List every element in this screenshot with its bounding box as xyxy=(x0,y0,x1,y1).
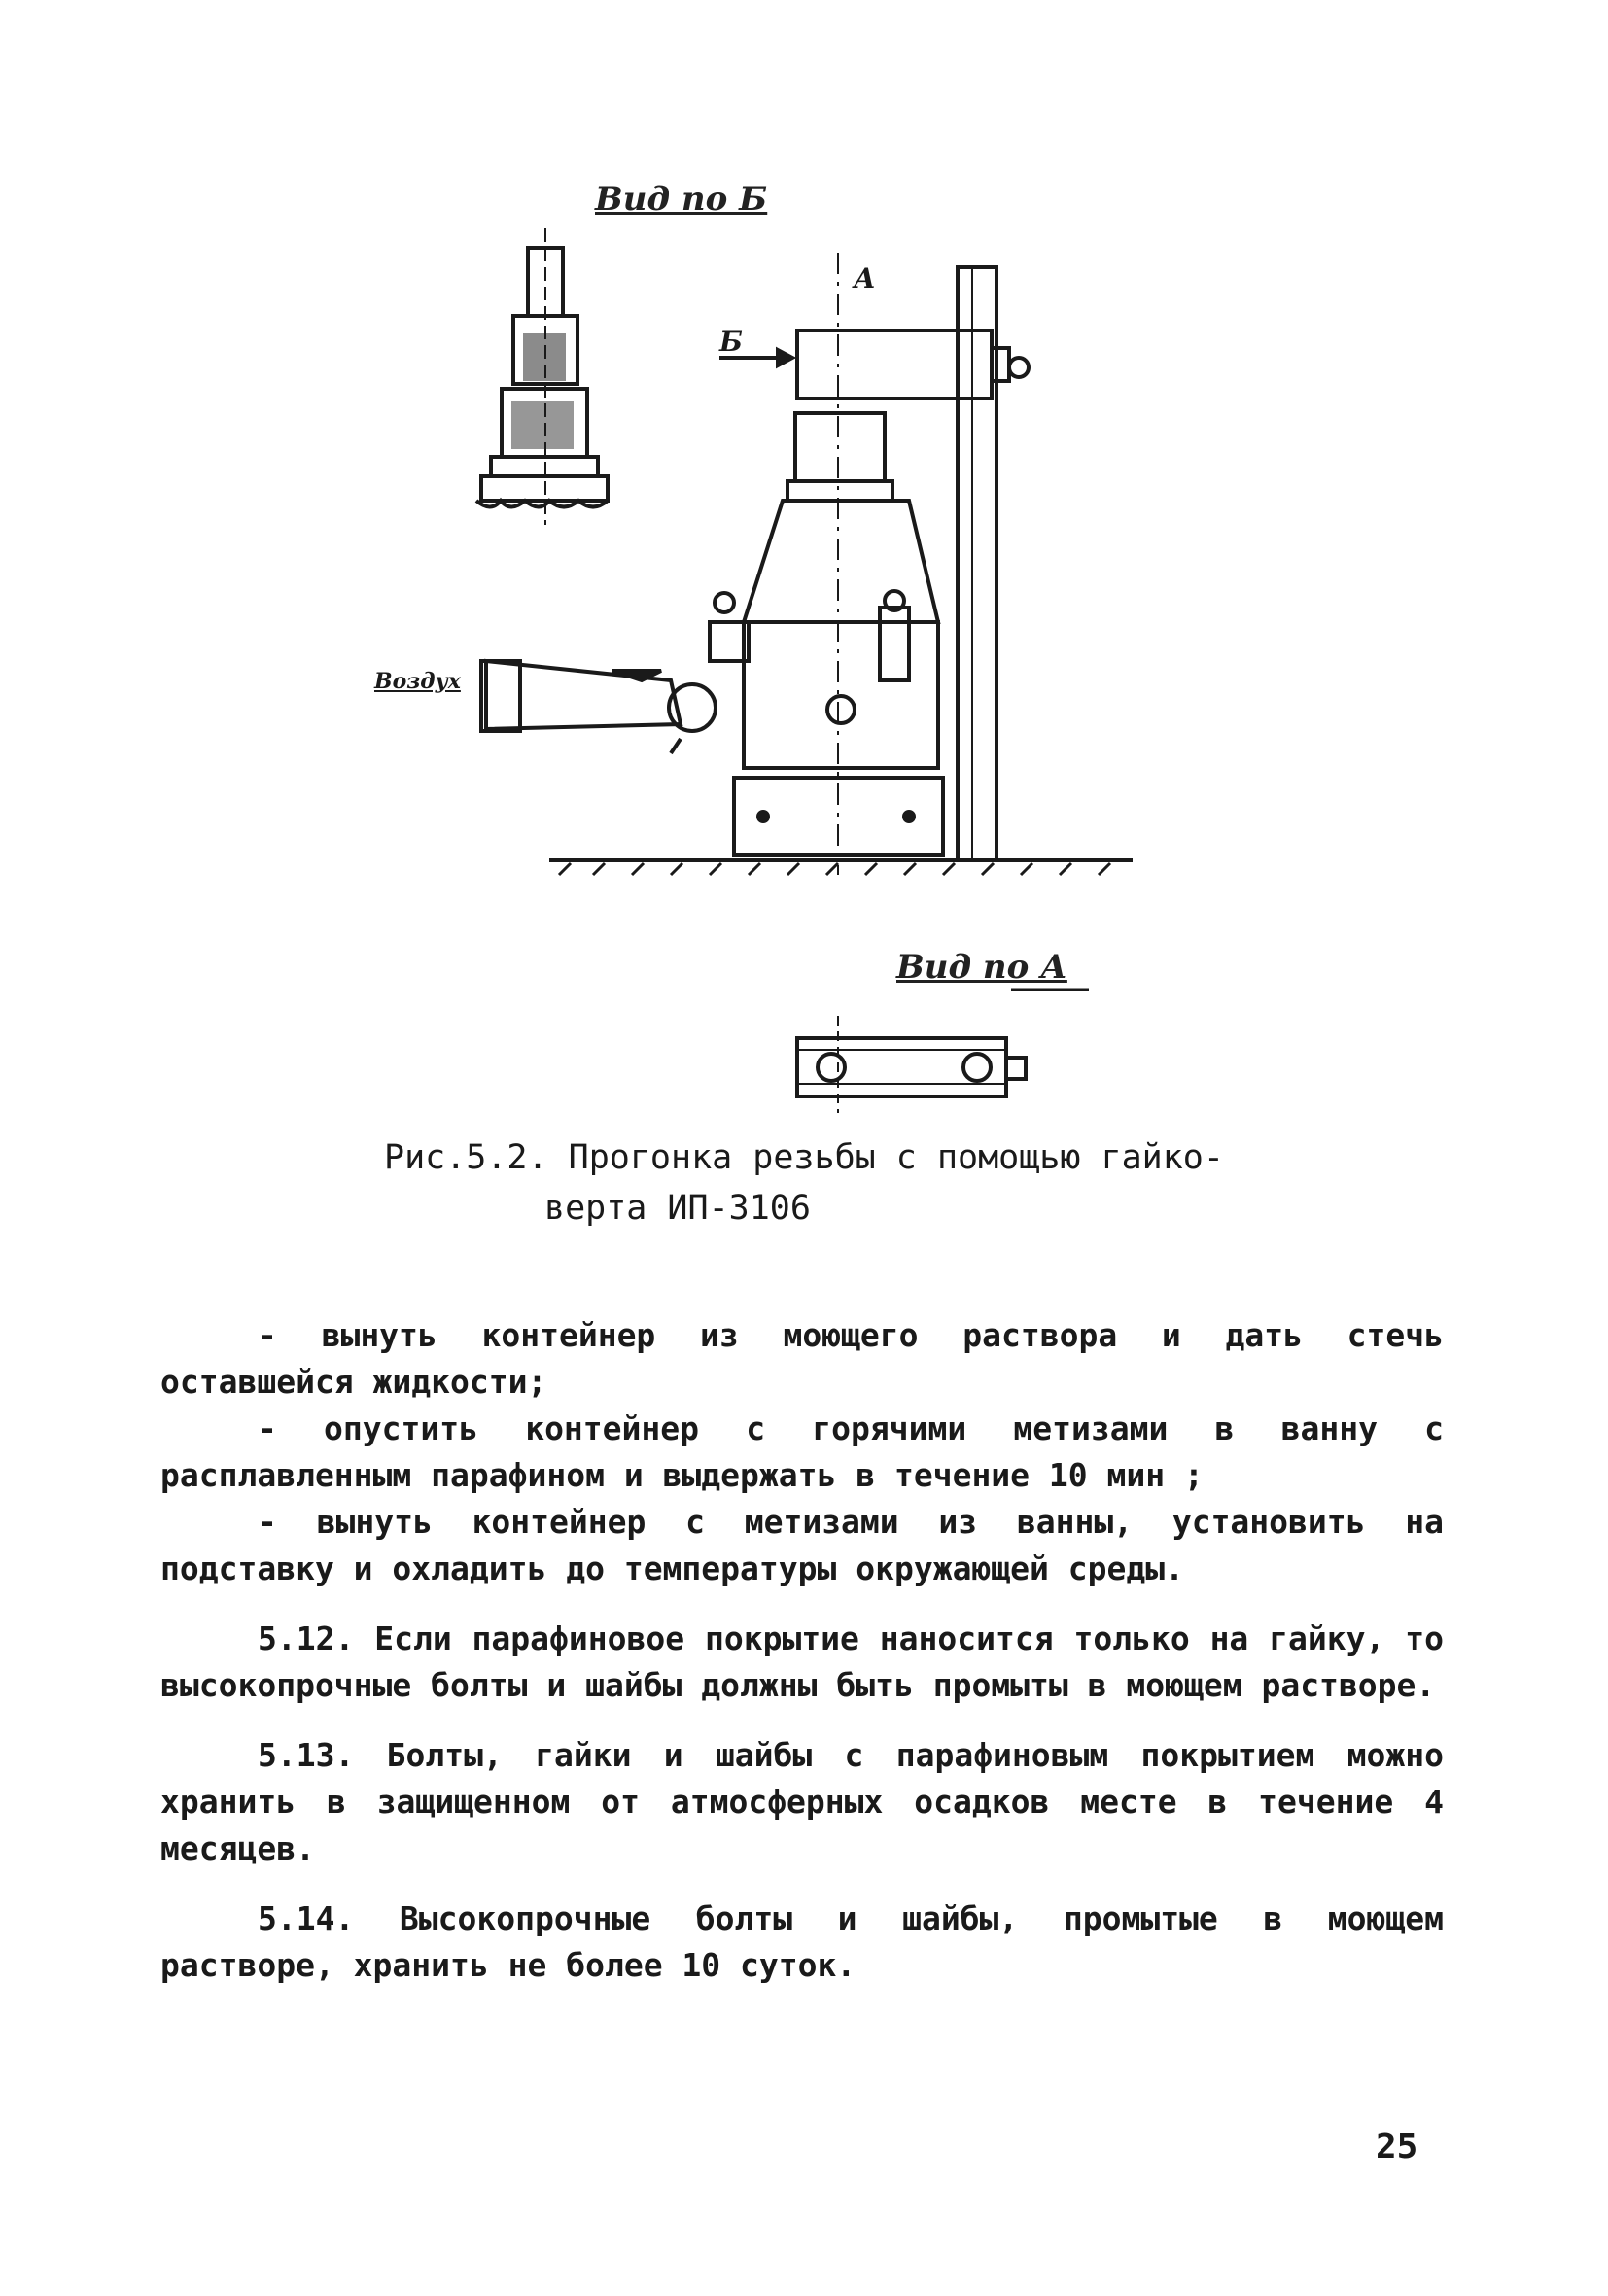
paragraph-4: 5.12. Если парафиновое покрытие наносится только на гайку, то высокопрочные болты и шайбы должны быть промыты в моющем растворе. xyxy=(160,1619,1444,1704)
paragraph-1: - вынуть контейнер из моющего раствора и дать стечь оставшейся жидкости; xyxy=(160,1316,1444,1401)
marker-b: Б xyxy=(719,326,743,358)
page-number: 25 xyxy=(1376,2127,1418,2167)
view-label-bottom: Вид по А xyxy=(896,948,1067,987)
bottom-view-drawing xyxy=(797,990,1089,1113)
paragraph-6: 5.14. Высокопрочные болты и шайбы, промытые в моющем растворе, хранить не более 10 суток. xyxy=(160,1899,1444,1984)
body-text xyxy=(160,1312,1444,2012)
figure-caption xyxy=(384,1132,1259,1234)
paragraph-3: - вынуть контейнер с метизами из ванны, установить на подставку и охладить до температуры окружающей среды. xyxy=(160,1503,1444,1587)
caption-line-2: верта ИП-3106 xyxy=(544,1189,811,1228)
paragraph-2: - опустить контейнер с горячими метизами в ванну с расплавленным парафином и выдержать в течение 10 мин ; xyxy=(160,1409,1444,1494)
side-view-drawing xyxy=(476,228,608,525)
view-label-top: Вид по Б xyxy=(595,180,768,219)
caption-line-1: Рис.5.2. Прогонка резьбы с помощью гайко- xyxy=(384,1138,1224,1177)
paragraph-5: 5.13. Болты, гайки и шайбы с парафиновым покрытием можно хранить в защищенном от атмосферных осадков месте в течение 4 месяцев. xyxy=(160,1736,1444,1867)
marker-a: А xyxy=(854,262,876,295)
air-label: Воздух xyxy=(374,669,461,694)
